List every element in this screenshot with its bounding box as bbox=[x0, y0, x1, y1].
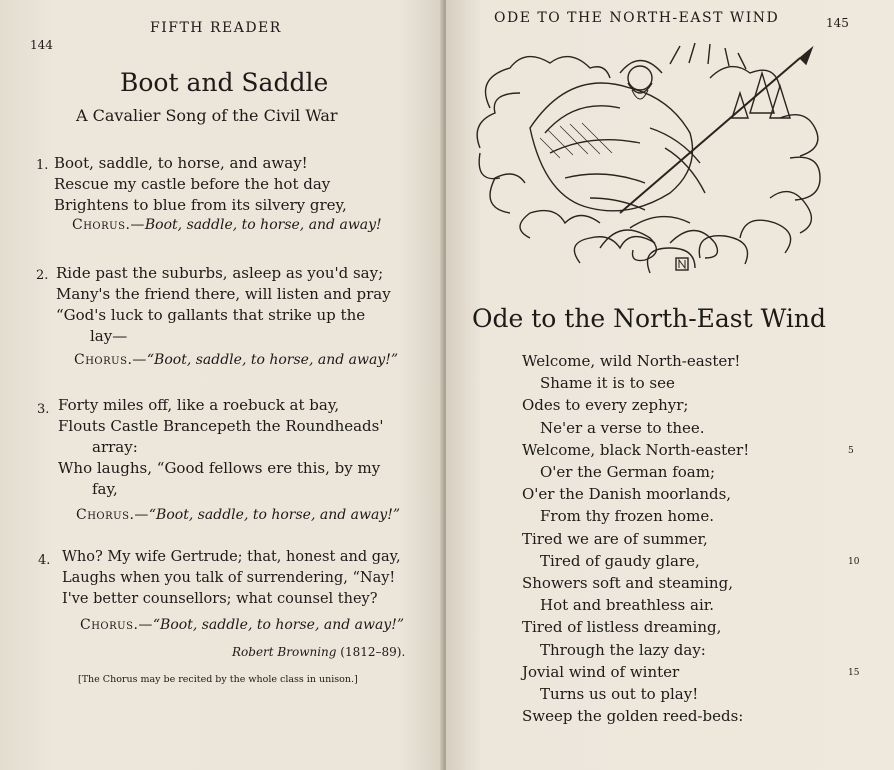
verse-line: Showers soft and steaming, bbox=[522, 574, 733, 592]
chorus-label: Chorus.— bbox=[74, 352, 147, 368]
chorus-text: “Boot, saddle, to horse, and away!” bbox=[146, 352, 398, 368]
verse-line: Boot, saddle, to horse, and away! bbox=[54, 154, 308, 172]
chorus-line bbox=[74, 352, 398, 368]
verse-line: Welcome, wild North-easter! bbox=[522, 352, 741, 370]
line-number: 5 bbox=[848, 445, 854, 456]
chorus-label: Chorus.— bbox=[80, 617, 153, 633]
chorus-line bbox=[80, 617, 404, 633]
verse-line: Laughs when you talk of surrendering, “Nay! bbox=[62, 570, 396, 586]
author-dates: (1812–89). bbox=[340, 645, 406, 659]
verse-line: Sweep the golden reed-beds: bbox=[522, 707, 744, 726]
page-number-left: 144 bbox=[30, 38, 53, 52]
verse-line: Ride past the suburbs, asleep as you'd say; bbox=[56, 264, 384, 282]
recitation-note: [The Chorus may be recited by the whole class in unison.] bbox=[78, 674, 358, 685]
verse-line: Through the lazy day: bbox=[540, 640, 706, 659]
chorus-line bbox=[72, 217, 382, 233]
author-name: Robert Browning bbox=[232, 645, 337, 659]
north-wind-figure-illustration bbox=[470, 38, 842, 282]
verse-line: Odes to every zephyr; bbox=[522, 396, 689, 415]
verse-line: lay— bbox=[90, 327, 128, 345]
verse-line: O'er the German foam; bbox=[540, 463, 715, 481]
verse-line: Who laughs, “Good fellows ere this, by my bbox=[58, 459, 381, 477]
verse-line: Tired we are of summer, bbox=[522, 529, 708, 548]
verse-line: Shame it is to see bbox=[540, 374, 675, 393]
stanza-number: 1. bbox=[36, 158, 49, 173]
chorus-text: “Boot, saddle, to horse, and away!” bbox=[148, 507, 400, 523]
line-number: 15 bbox=[848, 667, 860, 678]
stanza-number: 2. bbox=[36, 268, 49, 283]
stanza-1 bbox=[54, 153, 347, 216]
chorus-line bbox=[76, 507, 400, 523]
verse-line: Rescue my castle before the hot day bbox=[54, 175, 331, 193]
verse-line: Who? My wife Gertrude; that, honest and gay, bbox=[62, 549, 401, 565]
verse-line: Ne'er a verse to thee. bbox=[540, 418, 705, 437]
right-page bbox=[446, 0, 894, 770]
verse-line: Many's the friend there, will listen and pray bbox=[56, 285, 391, 303]
poem-title-ode: Ode to the North-East Wind bbox=[472, 304, 826, 333]
chorus-label: Chorus.— bbox=[76, 507, 149, 523]
stanza-2 bbox=[56, 263, 391, 347]
verse-line: Jovial wind of winter bbox=[522, 662, 680, 681]
verse-line: O'er the Danish moorlands, bbox=[522, 485, 732, 504]
stanza-number: 3. bbox=[37, 402, 50, 417]
verse-line: I've better counsellors; what counsel they? bbox=[62, 591, 378, 607]
running-head-left: FIFTH READER bbox=[150, 20, 282, 36]
verse-line: array: bbox=[92, 438, 138, 456]
chorus-text: “Boot, saddle, to horse, and away!” bbox=[152, 617, 404, 633]
verse-line: fay, bbox=[92, 480, 118, 498]
verse-line: Forty miles off, like a roebuck at bay, bbox=[58, 396, 340, 414]
left-page bbox=[0, 0, 444, 770]
chorus-text: Boot, saddle, to horse, and away! bbox=[144, 217, 382, 233]
verse-line: Brightens to blue from its silvery grey, bbox=[54, 196, 347, 214]
page-number-right: 145 bbox=[826, 16, 849, 30]
verse-line: Hot and breathless air. bbox=[540, 596, 715, 615]
chorus-label: Chorus.— bbox=[72, 217, 145, 233]
poem-subtitle: A Cavalier Song of the Civil War bbox=[76, 106, 338, 125]
attribution bbox=[232, 645, 405, 659]
poem-title-boot-and-saddle: Boot and Saddle bbox=[120, 68, 329, 97]
stanza-3 bbox=[58, 395, 383, 500]
verse-line: Tired of gaudy glare, bbox=[540, 551, 700, 570]
running-head-right: ODE TO THE NORTH-EAST WIND bbox=[494, 10, 780, 26]
verse-line: Turns us out to play! bbox=[540, 685, 699, 703]
verse-line: “God's luck to gallants that strike up the bbox=[56, 306, 366, 324]
line-number: 10 bbox=[848, 556, 860, 567]
verse-line: Flouts Castle Brancepeth the Roundheads' bbox=[58, 417, 384, 435]
verse-line: From thy frozen home. bbox=[540, 507, 715, 526]
stanza-number: 4. bbox=[38, 553, 51, 568]
verse-line: Tired of listless dreaming, bbox=[522, 618, 722, 637]
verse-line: Welcome, black North-easter! bbox=[522, 440, 750, 459]
stanza-4 bbox=[62, 547, 401, 610]
